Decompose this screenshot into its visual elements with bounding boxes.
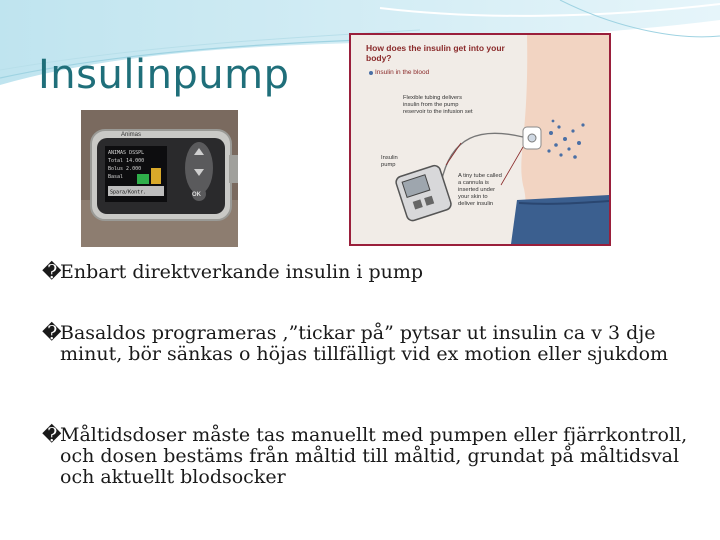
diagram-legend-label: Insulin in the blood — [375, 69, 430, 76]
pump-screen-line: Bolus 2.000 — [108, 166, 142, 172]
bullet-text: Enbart direktverkande insulin i pump — [60, 261, 424, 283]
pump-screen-line: Total 14.000 — [108, 158, 145, 164]
bullet-text: Basaldos programeras ,”tickar på” pytsar ut insulin ca v 3 dje minut, bör sänkas o höjas tillfälligt vid ex motion eller sjukdom — [60, 322, 669, 365]
diagram-text-line: your skin to — [458, 194, 488, 200]
diagram-text-line: insulin from the pump — [403, 102, 459, 108]
diagram-text-line: Insulin — [381, 155, 398, 161]
bullet-item — [42, 262, 692, 283]
bullet-marker-icon: � — [42, 322, 62, 344]
slide-title: Insulinpump — [38, 52, 290, 98]
diagram-tubing-text — [403, 95, 473, 116]
diagram-text-line: pump — [381, 162, 396, 168]
bullet-text: Måltidsdoser måste tas manuellt med pumpen eller fjärrkontroll, och dosen bestäms från måltid till måltid, grundat på måltidsval och aktuellt blodsocker — [60, 424, 688, 488]
pump-screen-line: Basal — [108, 174, 124, 180]
diagram-cannula-text — [458, 173, 502, 208]
diagram-text-line: a cannula is — [458, 180, 489, 186]
bullet-marker-icon: � — [42, 424, 62, 446]
pump-screen-line: Spara/Kontr. — [110, 189, 147, 196]
insulin-pump-photo — [81, 110, 238, 247]
bullet-marker-icon: � — [42, 261, 62, 283]
diagram-text-line: A tiny tube called — [458, 173, 502, 179]
diagram-text-line: inserted under — [458, 187, 496, 193]
diagram-text-line: reservoir to the infusion set — [403, 109, 473, 115]
pump-screen-line: ANIMAS DSSPL — [108, 150, 145, 156]
diagram-question: How does the insulin get into your body? — [366, 43, 505, 63]
pump-ok-button: OK — [192, 192, 201, 198]
bullet-item — [42, 425, 692, 488]
bullet-item — [42, 323, 692, 365]
pump-brand: Animas — [121, 132, 142, 138]
diagram-text-line: Flexible tubing delivers — [403, 95, 462, 101]
insulin-delivery-diagram — [349, 33, 611, 246]
diagram-pump-label — [381, 155, 398, 169]
diagram-text-line: deliver insulin — [458, 201, 494, 207]
